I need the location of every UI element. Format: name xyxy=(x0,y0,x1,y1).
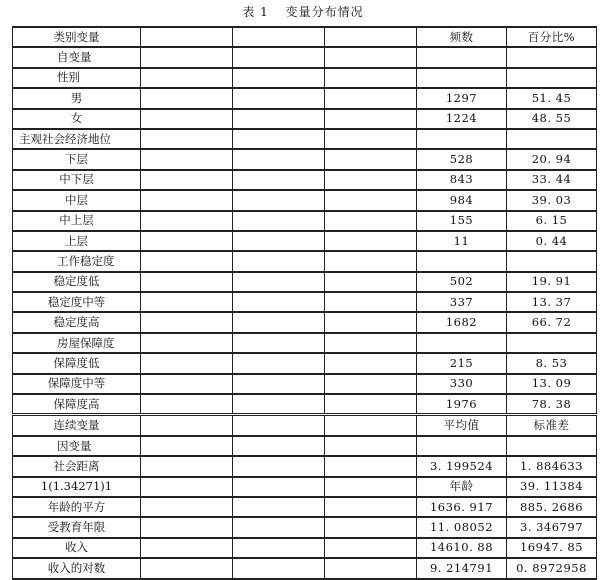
value-cell-2: 13. 09 xyxy=(507,374,597,394)
empty-cell xyxy=(141,211,233,231)
row-label: 下层 xyxy=(13,149,141,169)
empty-cell xyxy=(325,272,417,292)
table-row xyxy=(13,477,597,497)
row-label: 社会距离 xyxy=(13,456,141,476)
row-label: 上层 xyxy=(13,231,141,251)
empty-cell xyxy=(233,68,325,88)
value-cell-2: 33. 44 xyxy=(507,170,597,190)
continuous-header-row xyxy=(13,415,597,436)
table-row xyxy=(13,292,597,312)
empty-cell xyxy=(325,353,417,373)
empty-cell xyxy=(233,149,325,169)
empty-cell xyxy=(141,538,233,558)
table-row xyxy=(13,88,597,108)
empty-cell xyxy=(141,353,233,373)
value-cell-2: 6. 15 xyxy=(507,211,597,231)
value-cell-2 xyxy=(507,68,597,88)
empty-cell xyxy=(141,190,233,210)
value-cell-1 xyxy=(417,333,507,353)
empty-cell xyxy=(141,312,233,332)
empty-cell xyxy=(141,68,233,88)
empty-cell xyxy=(325,477,417,497)
value-cell-1 xyxy=(417,251,507,271)
empty-cell xyxy=(141,497,233,517)
value-cell-1 xyxy=(417,47,507,67)
empty-cell xyxy=(233,231,325,251)
row-label: 保障度高 xyxy=(13,394,141,415)
value-cell-2: 19. 91 xyxy=(507,272,597,292)
table-row xyxy=(13,68,597,88)
value-cell-1: 1976 xyxy=(417,394,507,415)
value-cell-2: 885. 2686 xyxy=(507,497,597,517)
empty-cell xyxy=(141,88,233,108)
empty-cell xyxy=(325,456,417,476)
value-cell-2: 51. 45 xyxy=(507,88,597,108)
table-row xyxy=(13,211,597,231)
value-cell-2: 0. 44 xyxy=(507,231,597,251)
table-title: 变量分布情况 xyxy=(285,5,364,19)
empty-cell xyxy=(141,415,233,436)
value-cell-2: 20. 94 xyxy=(507,149,597,169)
empty-cell xyxy=(325,415,417,436)
empty-cell xyxy=(325,374,417,394)
value-cell-2: 39. 11384 xyxy=(507,477,597,497)
value-cell-1 xyxy=(417,436,507,456)
empty-cell xyxy=(141,333,233,353)
empty-cell xyxy=(233,415,325,436)
empty-cell xyxy=(141,292,233,312)
value-cell-2 xyxy=(507,129,597,149)
empty-cell xyxy=(325,68,417,88)
value-cell-1: 1682 xyxy=(417,312,507,332)
table-row xyxy=(13,353,597,373)
value-cell-1: 528 xyxy=(417,149,507,169)
row-label: 稳定度中等 xyxy=(13,292,141,312)
value-cell-1: 14610. 88 xyxy=(417,538,507,558)
row-label: 稳定度高 xyxy=(13,312,141,332)
value-cell-1: 984 xyxy=(417,190,507,210)
table-row xyxy=(13,333,597,353)
table-row xyxy=(13,129,597,149)
header-category: 类别变量 xyxy=(13,27,141,47)
value-cell-1: 337 xyxy=(417,292,507,312)
row-label: 性别 xyxy=(13,68,141,88)
empty-cell xyxy=(325,497,417,517)
empty-cell xyxy=(325,190,417,210)
row-label: 因变量 xyxy=(13,436,141,456)
value-cell-1: 9. 214791 xyxy=(417,558,507,578)
row-label: 收入的对数 xyxy=(13,558,141,578)
empty-cell xyxy=(233,211,325,231)
row-label: 稳定度低 xyxy=(13,272,141,292)
table-row xyxy=(13,170,597,190)
row-label: 1(1.34271)1 xyxy=(13,477,141,497)
table-row xyxy=(13,190,597,210)
row-label: 受教育年限 xyxy=(13,517,141,537)
empty-cell xyxy=(233,374,325,394)
value-cell-2 xyxy=(507,333,597,353)
table-row xyxy=(13,497,597,517)
empty-cell xyxy=(325,558,417,578)
variable-distribution-table xyxy=(12,26,597,580)
empty-cell xyxy=(141,251,233,271)
empty-cell xyxy=(233,477,325,497)
value-cell-2: 0. 8972958 xyxy=(507,558,597,578)
value-cell-2: 3. 346797 xyxy=(507,517,597,537)
value-cell-2: 39. 03 xyxy=(507,190,597,210)
empty-cell xyxy=(141,558,233,578)
empty-cell xyxy=(233,190,325,210)
empty-cell xyxy=(141,517,233,537)
value-cell-1: 11 xyxy=(417,231,507,251)
table-number: 表 1 xyxy=(242,5,269,19)
value-cell-1: 330 xyxy=(417,374,507,394)
value-cell-1: 1224 xyxy=(417,109,507,129)
empty-cell xyxy=(233,272,325,292)
value-cell-1: 年龄 xyxy=(417,477,507,497)
value-cell-2 xyxy=(507,251,597,271)
table-row xyxy=(13,47,597,67)
empty-cell xyxy=(325,292,417,312)
value-cell-1: 1636. 917 xyxy=(417,497,507,517)
empty-cell xyxy=(233,436,325,456)
empty-cell xyxy=(233,538,325,558)
empty-cell xyxy=(325,170,417,190)
empty-cell xyxy=(141,456,233,476)
empty-cell xyxy=(325,211,417,231)
empty-cell xyxy=(325,394,417,415)
row-label: 保障度低 xyxy=(13,353,141,373)
row-label: 中下层 xyxy=(13,170,141,190)
empty-cell xyxy=(233,558,325,578)
table-row xyxy=(13,374,597,394)
table-row xyxy=(13,149,597,169)
empty-cell xyxy=(141,436,233,456)
empty-cell xyxy=(141,27,233,47)
table-row xyxy=(13,251,597,271)
empty-cell xyxy=(325,312,417,332)
empty-cell xyxy=(325,251,417,271)
empty-cell xyxy=(325,27,417,47)
value-cell-2: 16947. 85 xyxy=(507,538,597,558)
header-continuous: 连续变量 xyxy=(13,415,141,436)
value-cell-2: 1. 884633 xyxy=(507,456,597,476)
row-label: 女 xyxy=(13,109,141,129)
empty-cell xyxy=(325,436,417,456)
row-label: 自变量 xyxy=(13,47,141,67)
table-row xyxy=(13,538,597,558)
empty-cell xyxy=(325,149,417,169)
empty-cell xyxy=(141,149,233,169)
value-cell-2: 13. 37 xyxy=(507,292,597,312)
row-label: 中上层 xyxy=(13,211,141,231)
empty-cell xyxy=(233,129,325,149)
empty-cell xyxy=(233,251,325,271)
empty-cell xyxy=(325,109,417,129)
empty-cell xyxy=(141,374,233,394)
empty-cell xyxy=(233,353,325,373)
table-row xyxy=(13,558,597,578)
value-cell-1: 11. 08052 xyxy=(417,517,507,537)
empty-cell xyxy=(141,129,233,149)
empty-cell xyxy=(141,272,233,292)
value-cell-1: 502 xyxy=(417,272,507,292)
value-cell-1 xyxy=(417,68,507,88)
empty-cell xyxy=(233,517,325,537)
value-cell-1 xyxy=(417,129,507,149)
empty-cell xyxy=(141,477,233,497)
value-cell-2: 8. 53 xyxy=(507,353,597,373)
row-label: 保障度中等 xyxy=(13,374,141,394)
table-caption xyxy=(0,3,606,20)
table-row xyxy=(13,517,597,537)
row-label: 男 xyxy=(13,88,141,108)
header-percent: 百分比% xyxy=(507,27,597,47)
value-cell-1: 215 xyxy=(417,353,507,373)
value-cell-2: 78. 38 xyxy=(507,394,597,415)
row-label: 房屋保障度 xyxy=(13,333,141,353)
value-cell-2: 48. 55 xyxy=(507,109,597,129)
empty-cell xyxy=(233,333,325,353)
table-row xyxy=(13,394,597,415)
empty-cell xyxy=(325,517,417,537)
table-row xyxy=(13,436,597,456)
value-cell-1: 1297 xyxy=(417,88,507,108)
header-frequency: 频数 xyxy=(417,27,507,47)
table-row xyxy=(13,109,597,129)
empty-cell xyxy=(233,497,325,517)
empty-cell xyxy=(233,27,325,47)
table-row xyxy=(13,456,597,476)
row-label: 工作稳定度 xyxy=(13,251,141,271)
value-cell-1: 3. 199524 xyxy=(417,456,507,476)
empty-cell xyxy=(325,47,417,67)
empty-cell xyxy=(325,88,417,108)
empty-cell xyxy=(141,109,233,129)
header-mean: 平均值 xyxy=(417,415,507,436)
table-header-row xyxy=(13,27,597,47)
table-row xyxy=(13,272,597,292)
row-label: 年龄的平方 xyxy=(13,497,141,517)
row-label: 收入 xyxy=(13,538,141,558)
empty-cell xyxy=(233,312,325,332)
header-sd: 标准差 xyxy=(507,415,597,436)
value-cell-2 xyxy=(507,47,597,67)
table-row xyxy=(13,231,597,251)
row-label: 中层 xyxy=(13,190,141,210)
value-cell-2 xyxy=(507,436,597,456)
empty-cell xyxy=(141,47,233,67)
empty-cell xyxy=(141,231,233,251)
empty-cell xyxy=(233,109,325,129)
empty-cell xyxy=(325,129,417,149)
empty-cell xyxy=(141,170,233,190)
empty-cell xyxy=(233,88,325,108)
empty-cell xyxy=(233,456,325,476)
empty-cell xyxy=(233,292,325,312)
value-cell-1: 843 xyxy=(417,170,507,190)
value-cell-1: 155 xyxy=(417,211,507,231)
row-label: 主观社会经济地位 xyxy=(13,129,141,149)
empty-cell xyxy=(325,231,417,251)
empty-cell xyxy=(233,394,325,415)
empty-cell xyxy=(233,170,325,190)
value-cell-2: 66. 72 xyxy=(507,312,597,332)
table-row xyxy=(13,312,597,332)
empty-cell xyxy=(141,394,233,415)
empty-cell xyxy=(325,538,417,558)
empty-cell xyxy=(325,333,417,353)
empty-cell xyxy=(233,47,325,67)
